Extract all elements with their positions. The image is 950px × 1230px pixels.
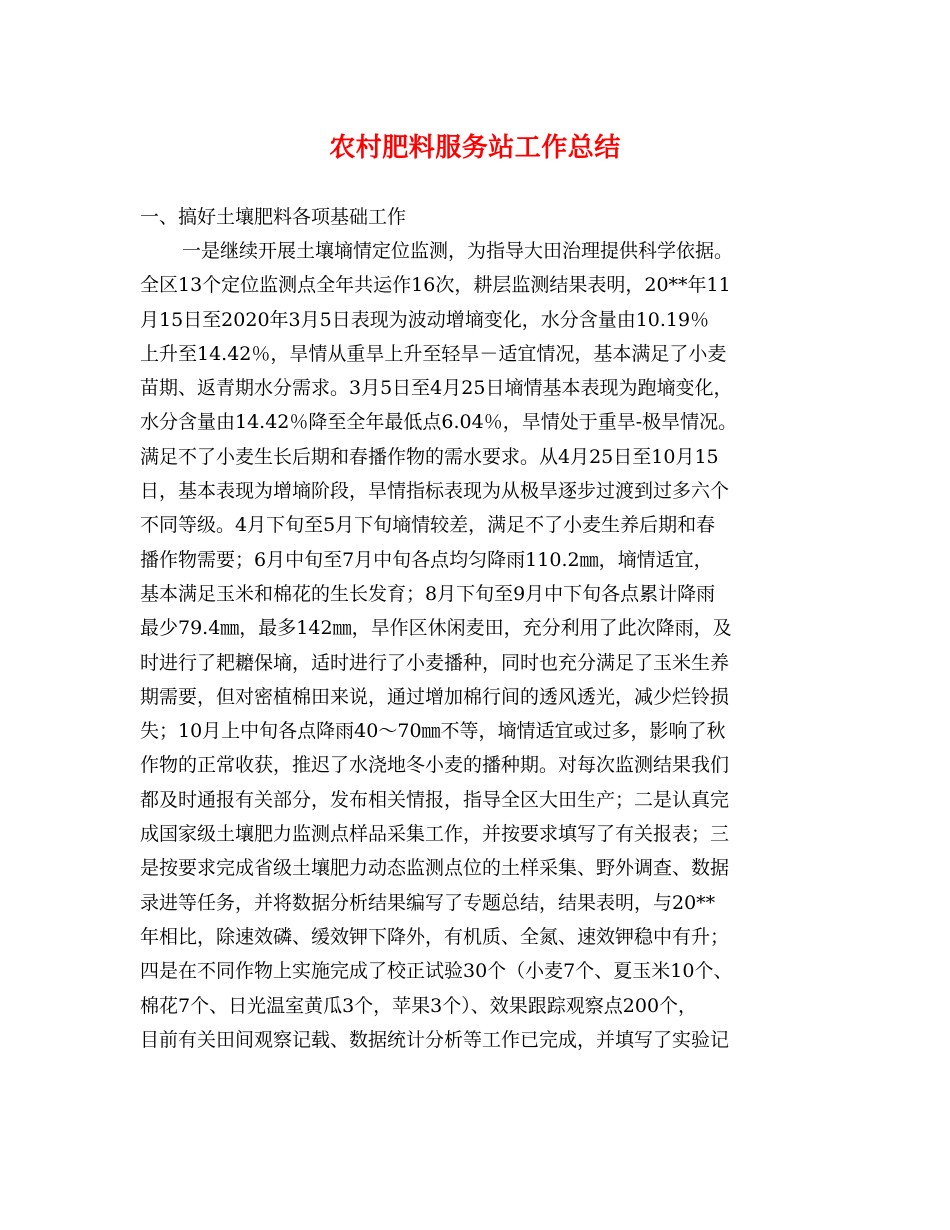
paragraph-line: 水分含量由14.42％降至全年最低点6.04％，旱情处于重旱-极旱情况。 <box>140 411 738 434</box>
paragraph-line: 日，基本表现为增墒阶段，旱情指标表现为从极旱逐步过渡到过多六个 <box>140 480 730 503</box>
paragraph-line: 最少79.4㎜，最多142㎜，旱作区休闲麦田，充分利用了此次降雨，及 <box>140 617 732 640</box>
paragraph-line: 苗期、返青期水分需求。3月5日至4月25日墒情基本表现为跑墒变化， <box>140 377 733 400</box>
paragraph <box>140 234 820 1057</box>
paragraph-line: 播作物需要；6月中旬至7月中旬各点均匀降雨110.2㎜，墒情适宜， <box>140 548 713 571</box>
section-heading: 一、搞好土壤肥料各项基础工作 <box>140 206 407 228</box>
paragraph-line: 棉花7个、日光温室黄瓜3个，苹果3个）、效果跟踪观察点200个， <box>140 994 698 1017</box>
paragraph-line: 作物的正常收获，推迟了水浇地冬小麦的播种期。对每次监测结果我们 <box>140 754 730 777</box>
paragraph-line: 上升至14.42％，旱情从重旱上升至轻旱－适宜情况，基本满足了小麦 <box>140 342 727 365</box>
paragraph-line: 目前有关田间观察记载、数据统计分析等工作已完成，并填写了实验记 <box>140 1028 730 1051</box>
paragraph-line: 录进等任务，并将数据分析结果编写了专题总结，结果表明，与20** <box>140 891 716 914</box>
paragraph-line: 成国家级土壤肥力监测点样品采集工作，并按要求填写了有关报表；三 <box>140 823 730 846</box>
paragraph-line: 都及时通报有关部分，发布相关情报，指导全区大田生产；二是认真完 <box>140 788 730 811</box>
paragraph-line: 一是继续开展土壤墒情定位监测，为指导大田治理提供科学依据。 <box>182 240 734 262</box>
paragraph-line: 基本满足玉米和棉花的生长发育；8月下旬至9月中下旬各点累计降雨 <box>140 582 716 605</box>
paragraph-line: 期需要，但对密植棉田来说，通过增加棉行间的透风透光，减少烂铃损 <box>140 685 730 708</box>
paragraph-line: 是按要求完成省级土壤肥力动态监测点位的土样采集、野外调查、数据 <box>140 857 730 880</box>
paragraph-line: 时进行了耙耱保墒，适时进行了小麦播种，同时也充分满足了玉米生养 <box>140 651 730 674</box>
paragraph-line: 满足不了小麦生长后期和春播作物的需水要求。从4月25日至10月15 <box>140 445 719 468</box>
paragraph-line: 月15日至2020年3月5日表现为波动增墒变化，水分含量由10.19％ <box>140 308 710 331</box>
paragraph-line: 四是在不同作物上实施完成了校正试验30个（小麦7个、夏玉米10个、 <box>140 960 733 983</box>
paragraph-line: 不同等级。4月下旬至5月下旬墒情较差，满足不了小麦生养后期和春 <box>140 514 716 537</box>
paragraph-line: 全区13个定位监测点全年共运作16次，耕层监测结果表明，20**年11 <box>140 274 731 297</box>
paragraph-line: 年相比，除速效磷、缓效钾下降外，有机质、全氮、速效钾稳中有升； <box>140 925 730 948</box>
paragraph-line: 失；10月上中旬各点降雨40～70㎜不等，墒情适宜或过多，影响了秋 <box>140 720 726 743</box>
document-title: 农村肥料服务站工作总结 <box>329 133 621 163</box>
